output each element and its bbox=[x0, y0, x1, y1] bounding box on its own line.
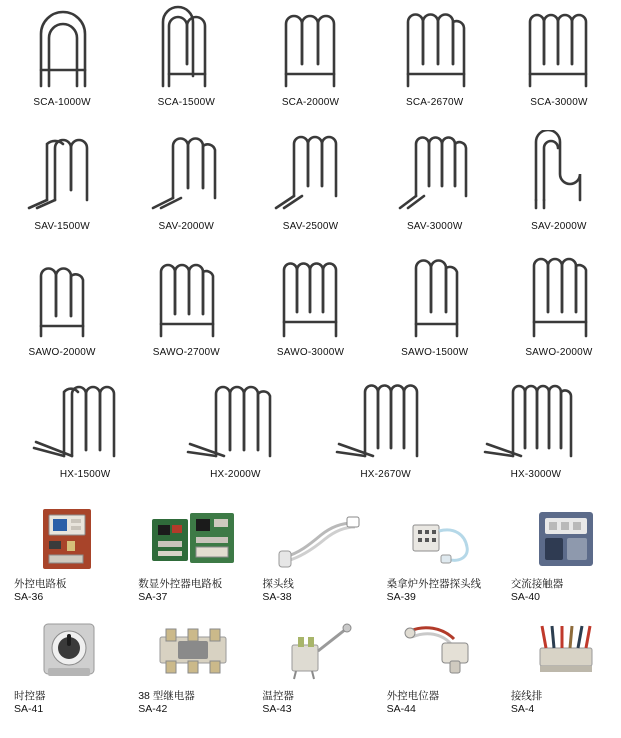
product-label: SAV-2500W bbox=[282, 221, 339, 232]
product-label: SAV-3000W bbox=[406, 221, 463, 232]
heater-element-coil-5prong-tall-icon bbox=[516, 254, 602, 338]
heater-element-coil-6prong-icon bbox=[516, 4, 602, 88]
heater-element-u-loop-wide-icon bbox=[19, 4, 105, 88]
accessory-cell bbox=[497, 506, 621, 604]
product-cell bbox=[373, 130, 497, 232]
product-cell bbox=[0, 130, 124, 232]
accessory-code: SA-42 bbox=[138, 703, 168, 715]
product-cell bbox=[373, 254, 497, 358]
accessory-code: SA-38 bbox=[262, 591, 292, 603]
product-cell bbox=[497, 130, 621, 232]
product-cell bbox=[160, 382, 310, 480]
product-cell bbox=[311, 382, 461, 480]
potentiometer-icon bbox=[399, 618, 485, 684]
product-cell bbox=[124, 130, 248, 232]
product-label: HX-3000W bbox=[510, 469, 562, 480]
accessory-code: SA-40 bbox=[510, 591, 540, 603]
heater-element-coil-5prong-icon bbox=[143, 254, 229, 338]
element-row-hx bbox=[0, 358, 621, 480]
accessory-name: 温控器 bbox=[262, 690, 294, 702]
timer-knob-icon bbox=[26, 618, 112, 684]
element-row-sawo bbox=[0, 232, 621, 358]
accessory-name: 接线排 bbox=[510, 690, 543, 702]
accessory-name: 交流接触器 bbox=[510, 578, 564, 590]
product-label: SAWO-2000W bbox=[525, 347, 593, 358]
accessory-cell bbox=[497, 618, 621, 716]
accessory-name: 38 型继电器 bbox=[138, 690, 195, 702]
heater-element-angled-5prong-icon bbox=[268, 130, 354, 212]
product-cell bbox=[0, 254, 124, 358]
product-label: SAWO-3000W bbox=[276, 347, 345, 358]
accessory-name: 时控器 bbox=[14, 690, 46, 702]
digital-control-board-icon bbox=[150, 506, 236, 572]
heater-element-coil-5prong-icon bbox=[392, 4, 478, 88]
heater-element-angled-3prong-icon bbox=[19, 130, 105, 212]
accessory-name: 探头线 bbox=[262, 578, 294, 590]
accessories-row-1 bbox=[0, 506, 621, 604]
product-label: SAV-2000W bbox=[158, 221, 215, 232]
sensor-cable-icon bbox=[275, 506, 361, 572]
accessory-code: SA-41 bbox=[14, 703, 44, 715]
heater-element-coil-4prong-icon bbox=[19, 254, 105, 338]
accessory-cell bbox=[373, 618, 497, 716]
product-label: SCA-1000W bbox=[33, 97, 91, 108]
product-label: SCA-2670W bbox=[406, 97, 464, 108]
product-cell bbox=[248, 254, 372, 358]
heater-element-flat-serpentine-5-icon bbox=[170, 382, 300, 460]
product-cell bbox=[124, 4, 248, 108]
accessory-code: SA-44 bbox=[386, 703, 416, 715]
heater-element-coil-4prong-tall-icon bbox=[392, 254, 478, 338]
product-label: HX-1500W bbox=[59, 469, 111, 480]
product-label: SCA-1500W bbox=[157, 97, 215, 108]
accessory-code: SA-4 bbox=[510, 703, 535, 715]
accessory-name: 外控电位器 bbox=[386, 690, 440, 702]
product-cell bbox=[461, 382, 611, 480]
accessory-code: SA-36 bbox=[14, 591, 44, 603]
heater-element-angled-6prong-icon bbox=[392, 130, 478, 212]
accessory-name: 桑拿炉外控器探头线 bbox=[386, 578, 482, 590]
accessories-section bbox=[0, 506, 621, 716]
product-cell bbox=[10, 382, 160, 480]
ac-contactor-icon bbox=[523, 506, 609, 572]
heater-element-flat-serpentine-4-icon bbox=[20, 382, 150, 460]
product-cell bbox=[497, 254, 621, 358]
product-cell bbox=[248, 4, 372, 108]
accessory-cell bbox=[0, 618, 124, 716]
accessory-code: SA-39 bbox=[386, 591, 416, 603]
accessory-cell bbox=[124, 506, 248, 604]
product-label: HX-2000W bbox=[210, 469, 261, 480]
product-cell bbox=[124, 254, 248, 358]
accessory-code: SA-43 bbox=[262, 703, 292, 715]
accessory-cell bbox=[373, 506, 497, 604]
accessory-code: SA-37 bbox=[138, 591, 168, 603]
accessory-cell bbox=[248, 506, 372, 604]
product-label: HX-2670W bbox=[360, 469, 411, 480]
accessory-cell bbox=[124, 618, 248, 716]
product-cell bbox=[0, 4, 124, 108]
accessory-name: 数显外控器电路板 bbox=[138, 578, 223, 590]
accessory-cell bbox=[0, 506, 124, 604]
product-label: SAV-2000W bbox=[531, 221, 587, 232]
product-cell bbox=[248, 130, 372, 232]
product-cell bbox=[497, 4, 621, 108]
product-label: SAV-1500W bbox=[34, 221, 90, 232]
sauna-controller-probe-icon bbox=[399, 506, 485, 572]
element-row-sav bbox=[0, 108, 621, 232]
heater-element-flat-serpentine-6-icon bbox=[321, 382, 451, 460]
heater-element-flat-serpentine-7-icon bbox=[471, 382, 601, 460]
circuit-board-red-icon bbox=[26, 506, 112, 572]
product-label: SAWO-1500W bbox=[401, 347, 469, 358]
relay-38-icon bbox=[150, 618, 236, 684]
product-label: SCA-3000W bbox=[530, 97, 588, 108]
thermostat-icon bbox=[275, 618, 361, 684]
heater-element-angled-4prong-icon bbox=[143, 130, 229, 212]
terminal-block-icon bbox=[523, 618, 609, 684]
accessory-name: 外控电路板 bbox=[14, 578, 67, 590]
product-label: SAWO-2000W bbox=[28, 347, 96, 358]
heater-element-coil-4prong-icon bbox=[268, 4, 354, 88]
heater-element-angled-wide-loop-icon bbox=[516, 130, 602, 212]
accessories-row-2 bbox=[0, 618, 621, 716]
product-label: SAWO-2700W bbox=[152, 347, 220, 358]
product-label: SCA-2000W bbox=[281, 97, 340, 108]
element-row-sca bbox=[0, 0, 621, 108]
accessory-cell bbox=[248, 618, 372, 716]
heater-element-coil-6prong-icon bbox=[268, 254, 354, 338]
heater-element-coil-3prong-icon bbox=[143, 4, 229, 88]
product-cell bbox=[373, 4, 497, 108]
